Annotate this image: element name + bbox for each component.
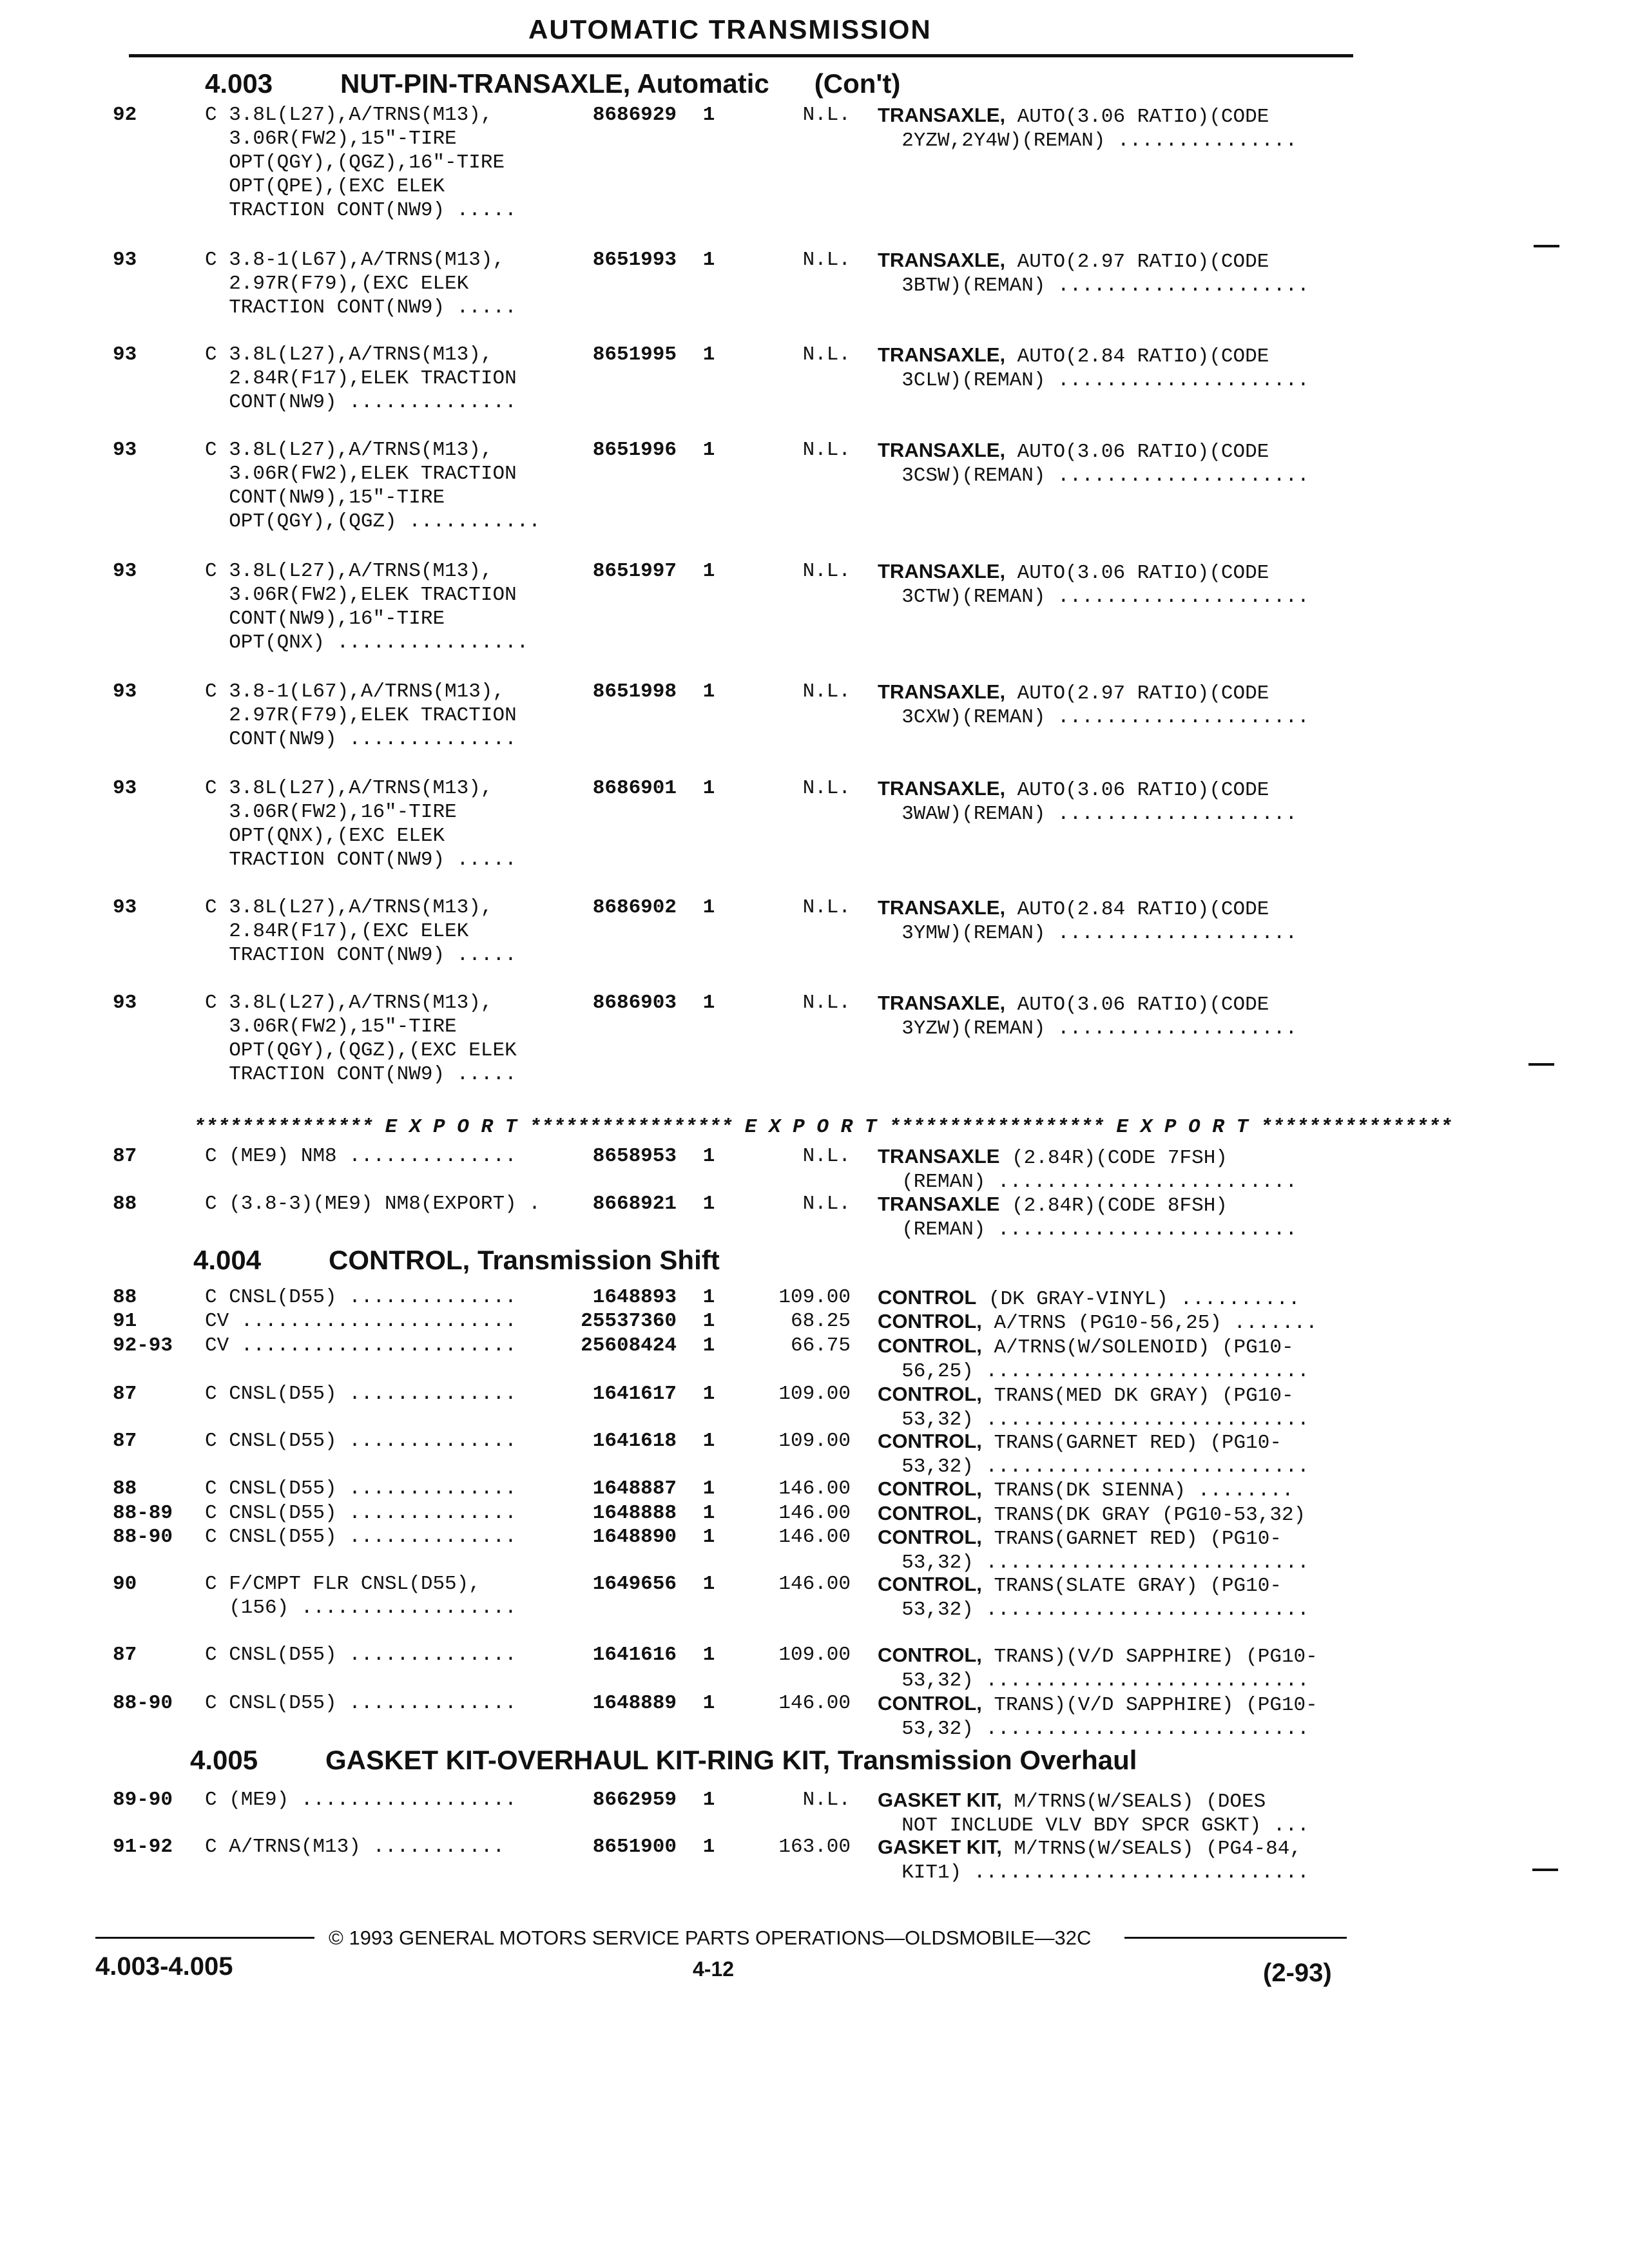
application-description: C 3.8L(L27),A/TRNS(M13), 2.84R(F17),ELEK TRACTION CONT(NW9) ..............	[205, 343, 517, 414]
part-name	[878, 1572, 1348, 1622]
part-name	[878, 896, 1348, 945]
application-description: C CNSL(D55) ..............	[205, 1526, 517, 1548]
part-name-keyword: CONTROL,	[878, 1310, 982, 1332]
part-name-detail: AUTO(2.97 RATIO)(CODE 3CXW)(REMAN) .....................	[901, 682, 1309, 729]
part-number: 8651993	[592, 249, 677, 271]
section-number: 4.005	[190, 1745, 258, 1775]
price: 66.75	[790, 1334, 851, 1357]
footer-rule-left	[95, 1937, 314, 1939]
section-number: 4.003	[205, 68, 273, 99]
part-name-keyword: CONTROL,	[878, 1526, 982, 1548]
part-name-detail: M/TRNS(W/SEALS) (DOES NOT INCLUDE VLV BDY SPCR GSKT) ...	[901, 1791, 1309, 1837]
price: 146.00	[778, 1692, 851, 1715]
part-name-detail: TRANS(DK GRAY (PG10-53,32)	[981, 1504, 1306, 1526]
quantity: 1	[702, 1430, 715, 1452]
price: 109.00	[778, 1430, 851, 1452]
part-name-detail: (2.84R)(CODE 8FSH) (REMAN) .........................	[901, 1195, 1298, 1241]
quantity: 1	[702, 104, 715, 126]
part-name-keyword: TRANSAXLE	[878, 1145, 1000, 1168]
price: N.L.	[802, 1789, 851, 1811]
part-number: 1648890	[592, 1526, 677, 1548]
application-description: CV .......................	[205, 1334, 517, 1357]
part-name	[878, 1477, 1348, 1503]
price: N.L.	[802, 439, 851, 461]
quantity: 1	[702, 1644, 715, 1666]
application-description: C CNSL(D55) ..............	[205, 1644, 517, 1666]
application-description: C (ME9) ..................	[205, 1789, 517, 1811]
part-number: 1648889	[592, 1692, 677, 1715]
quantity: 1	[702, 1573, 715, 1595]
footer-rule-right	[1124, 1937, 1347, 1939]
price: 146.00	[778, 1502, 851, 1524]
part-name-keyword: TRANSAXLE,	[878, 680, 1006, 703]
part-name-keyword: TRANSAXLE,	[878, 104, 1006, 126]
part-name	[878, 248, 1348, 298]
part-name	[878, 1285, 1348, 1311]
part-number: 8662959	[592, 1789, 677, 1811]
part-number: 8686902	[592, 896, 677, 919]
quantity: 1	[702, 777, 715, 800]
footer-page-number: 4-12	[693, 1957, 735, 1981]
part-name-keyword: TRANSAXLE,	[878, 896, 1006, 919]
price: N.L.	[802, 680, 851, 703]
part-name-detail: AUTO(2.84 RATIO)(CODE 3YMW)(REMAN) ....................	[901, 898, 1298, 945]
figure-number: 93	[113, 343, 137, 366]
section-number: 4.004	[193, 1245, 262, 1275]
footer-date: (2-93)	[1263, 1959, 1332, 1987]
part-name-detail: (DK GRAY-VINYL) ..........	[976, 1288, 1300, 1311]
application-description: C (ME9) NM8 ..............	[205, 1145, 517, 1168]
price: 109.00	[778, 1286, 851, 1309]
part-name-keyword: CONTROL,	[878, 1477, 982, 1500]
part-name	[878, 1691, 1348, 1741]
part-name	[878, 680, 1348, 729]
application-description: C 3.8L(L27),A/TRNS(M13), 3.06R(FW2),16"-TIRE OPT(QNX),(EXC ELEK TRACTION CONT(NW9) .....	[205, 777, 517, 871]
part-name-detail: AUTO(3.06 RATIO)(CODE 3WAW)(REMAN) ....................	[901, 779, 1298, 825]
part-number: 8686901	[592, 777, 677, 800]
figure-number: 93	[113, 439, 137, 461]
quantity: 1	[702, 1477, 715, 1500]
part-name-keyword: TRANSAXLE,	[878, 439, 1006, 461]
figure-number: 88	[113, 1286, 137, 1309]
quantity: 1	[702, 680, 715, 703]
part-name-keyword: TRANSAXLE	[878, 1193, 1000, 1215]
part-name-keyword: TRANSAXLE,	[878, 249, 1006, 271]
application-description: C 3.8L(L27),A/TRNS(M13), 3.06R(FW2),ELEK TRACTION CONT(NW9),16"-TIRE OPT(QNX) ................	[205, 560, 529, 654]
figure-number: 88	[113, 1477, 137, 1500]
quantity: 1	[702, 1383, 715, 1405]
part-number: 1641618	[592, 1430, 677, 1452]
part-name-keyword: CONTROL,	[878, 1430, 982, 1452]
figure-number: 93	[113, 896, 137, 919]
figure-number: 89-90	[113, 1789, 173, 1811]
section-title: GASKET KIT-OVERHAUL KIT-RING KIT, Transmission Overhaul	[325, 1745, 1137, 1775]
page-header-title: AUTOMATIC TRANSMISSION	[528, 14, 932, 44]
quantity: 1	[702, 1286, 715, 1309]
margin-tick	[1534, 245, 1559, 247]
part-number: 8651996	[592, 439, 677, 461]
quantity: 1	[702, 560, 715, 582]
part-number: 8668921	[592, 1193, 677, 1215]
section-continued: (Con't)	[814, 68, 901, 99]
quantity: 1	[702, 1836, 715, 1858]
application-description: C 3.8-1(L67),A/TRNS(M13), 2.97R(F79),ELEK TRACTION CONT(NW9) ..............	[205, 680, 517, 751]
price: 146.00	[778, 1526, 851, 1548]
quantity: 1	[702, 1502, 715, 1524]
part-name	[878, 103, 1348, 153]
header-rule	[129, 54, 1353, 57]
application-description: C CNSL(D55) ..............	[205, 1286, 517, 1309]
figure-number: 93	[113, 249, 137, 271]
quantity: 1	[702, 896, 715, 919]
part-name-keyword: CONTROL,	[878, 1334, 982, 1357]
part-number: 8651995	[592, 343, 677, 366]
part-name-detail: AUTO(3.06 RATIO)(CODE 3CSW)(REMAN) .....................	[901, 441, 1309, 487]
price: 109.00	[778, 1644, 851, 1666]
application-description: C 3.8-1(L67),A/TRNS(M13), 2.97R(F79),(EXC ELEK TRACTION CONT(NW9) .....	[205, 249, 517, 319]
part-name-detail: TRANS(SLATE GRAY) (PG10- 53,32) ...........................	[901, 1575, 1309, 1621]
part-name-detail: AUTO(2.84 RATIO)(CODE 3CLW)(REMAN) .....................	[901, 345, 1309, 392]
margin-tick	[1528, 1063, 1554, 1066]
figure-number: 90	[113, 1573, 137, 1595]
footer-copyright: © 1993 GENERAL MOTORS SERVICE PARTS OPERATIONS—OLDSMOBILE—32C	[329, 1927, 1092, 1949]
figure-number: 93	[113, 560, 137, 582]
price: 109.00	[778, 1383, 851, 1405]
footer-section-range: 4.003-4.005	[95, 1952, 233, 1981]
price: N.L.	[802, 249, 851, 271]
figure-number: 93	[113, 992, 137, 1014]
price: 163.00	[778, 1836, 851, 1858]
application-description: C 3.8L(L27),A/TRNS(M13), 3.06R(FW2),15"-TIRE OPT(QGY),(QGZ),(EXC ELEK TRACTION CONT(NW9) .....	[205, 992, 517, 1086]
price: N.L.	[802, 777, 851, 800]
application-description: C CNSL(D55) ..............	[205, 1383, 517, 1405]
part-name-keyword: CONTROL,	[878, 1692, 982, 1715]
part-name-detail: TRANS(MED DK GRAY) (PG10- 53,32) ...........................	[901, 1385, 1309, 1431]
application-description: C F/CMPT FLR CNSL(D55), (156) ..................	[205, 1573, 517, 1619]
part-name-keyword: TRANSAXLE,	[878, 560, 1006, 582]
price: N.L.	[802, 343, 851, 366]
figure-number: 87	[113, 1430, 137, 1452]
export-divider: *************** E X P O R T ***************** E X P O R T ****************** E X P O R T ****************	[193, 1116, 1452, 1139]
quantity: 1	[702, 992, 715, 1014]
application-description: C CNSL(D55) ..............	[205, 1477, 517, 1500]
part-number: 8651900	[592, 1836, 677, 1858]
section-heading-4004	[193, 1245, 720, 1276]
part-name-keyword: CONTROL,	[878, 1383, 982, 1405]
part-number: 1641616	[592, 1644, 677, 1666]
price: 146.00	[778, 1477, 851, 1500]
part-name-detail: AUTO(2.97 RATIO)(CODE 3BTW)(REMAN) .....................	[901, 251, 1309, 297]
part-name-detail: TRANS)(V/D SAPPHIRE) (PG10- 53,32) ...........................	[901, 1646, 1318, 1692]
application-description: C CNSL(D55) ..............	[205, 1430, 517, 1452]
part-name	[878, 776, 1348, 826]
part-number: 8686903	[592, 992, 677, 1014]
part-name-detail: M/TRNS(W/SEALS) (PG4-84, KIT1) ............................	[901, 1838, 1309, 1884]
application-description: C A/TRNS(M13) ...........	[205, 1836, 505, 1858]
figure-number: 92-93	[113, 1334, 173, 1357]
part-name-detail: AUTO(3.06 RATIO)(CODE 3CTW)(REMAN) .....................	[901, 562, 1309, 608]
section-title: NUT-PIN-TRANSAXLE, Automatic	[340, 68, 769, 99]
part-number: 8651997	[592, 560, 677, 582]
part-name-detail: A/TRNS(W/SOLENOID) (PG10- 56,25) ...........................	[901, 1336, 1309, 1383]
quantity: 1	[702, 1310, 715, 1332]
part-number: 8686929	[592, 104, 677, 126]
part-number: 1648887	[592, 1477, 677, 1500]
application-description: C (3.8-3)(ME9) NM8(EXPORT) .	[205, 1193, 541, 1215]
application-description: C 3.8L(L27),A/TRNS(M13), 2.84R(F17),(EXC ELEK TRACTION CONT(NW9) .....	[205, 896, 517, 966]
part-name	[878, 1334, 1348, 1383]
part-name	[878, 1643, 1348, 1693]
part-name	[878, 1429, 1348, 1479]
part-name-detail: A/TRNS (PG10-56,25) .......	[981, 1312, 1318, 1334]
application-description: C 3.8L(L27),A/TRNS(M13), 3.06R(FW2),15"-TIRE OPT(QGY),(QGZ),16"-TIRE OPT(QPE),(EXC ELEK TRACTION CONT(NW9) .....	[205, 104, 517, 222]
part-name-keyword: CONTROL,	[878, 1502, 982, 1524]
part-name	[878, 1144, 1348, 1194]
part-name-detail: TRANS(GARNET RED) (PG10- 53,32) ...........................	[901, 1432, 1309, 1478]
part-name-keyword: TRANSAXLE,	[878, 992, 1006, 1014]
quantity: 1	[702, 249, 715, 271]
price: N.L.	[802, 1193, 851, 1215]
part-name	[878, 1788, 1348, 1838]
part-name-detail: AUTO(3.06 RATIO)(CODE 2YZW,2Y4W)(REMAN) ...............	[901, 106, 1298, 152]
part-name-keyword: GASKET KIT,	[878, 1836, 1002, 1858]
part-name	[878, 1192, 1348, 1242]
figure-number: 88-90	[113, 1692, 173, 1715]
part-name	[878, 438, 1348, 488]
figure-number: 93	[113, 680, 137, 703]
part-number: 1648893	[592, 1286, 677, 1309]
part-name	[878, 1309, 1348, 1335]
part-name	[878, 343, 1348, 392]
part-name	[878, 991, 1348, 1041]
part-number: 25608424	[581, 1334, 677, 1357]
application-description: C CNSL(D55) ..............	[205, 1692, 517, 1715]
figure-number: 92	[113, 104, 137, 126]
part-name-keyword: CONTROL,	[878, 1573, 982, 1595]
figure-number: 88-89	[113, 1502, 173, 1524]
application-description: CV .......................	[205, 1310, 517, 1332]
quantity: 1	[702, 1526, 715, 1548]
price: 146.00	[778, 1573, 851, 1595]
quantity: 1	[702, 1789, 715, 1811]
part-name	[878, 1382, 1348, 1432]
figure-number: 87	[113, 1145, 137, 1168]
figure-number: 93	[113, 777, 137, 800]
part-number: 1649656	[592, 1573, 677, 1595]
part-name	[878, 1835, 1348, 1885]
price: N.L.	[802, 560, 851, 582]
quantity: 1	[702, 1145, 715, 1168]
part-name	[878, 1501, 1348, 1527]
quantity: 1	[702, 1193, 715, 1215]
figure-number: 88-90	[113, 1526, 173, 1548]
quantity: 1	[702, 1692, 715, 1715]
quantity: 1	[702, 343, 715, 366]
price: N.L.	[802, 992, 851, 1014]
part-number: 8651998	[592, 680, 677, 703]
section-heading-4003	[205, 68, 900, 99]
figure-number: 88	[113, 1193, 137, 1215]
part-name-detail: TRANS(GARNET RED) (PG10- 53,32) ...........................	[901, 1528, 1309, 1574]
margin-tick	[1532, 1869, 1558, 1871]
part-number: 8658953	[592, 1145, 677, 1168]
part-name-keyword: GASKET KIT,	[878, 1789, 1002, 1811]
part-name	[878, 1525, 1348, 1575]
price: N.L.	[802, 1145, 851, 1168]
part-number: 1648888	[592, 1502, 677, 1524]
section-title: CONTROL, Transmission Shift	[329, 1245, 720, 1275]
part-name-keyword: CONTROL	[878, 1286, 977, 1309]
figure-number: 87	[113, 1644, 137, 1666]
part-name	[878, 559, 1348, 609]
figure-number: 87	[113, 1383, 137, 1405]
quantity: 1	[702, 1334, 715, 1357]
price: 68.25	[790, 1310, 851, 1332]
part-name-detail: AUTO(3.06 RATIO)(CODE 3YZW)(REMAN) ....................	[901, 994, 1298, 1040]
part-number: 1641617	[592, 1383, 677, 1405]
part-name-keyword: TRANSAXLE,	[878, 343, 1006, 366]
part-number: 25537360	[581, 1310, 677, 1332]
part-name-detail: (2.84R)(CODE 7FSH) (REMAN) .........................	[901, 1147, 1298, 1193]
section-heading-4005	[190, 1745, 1137, 1776]
figure-number: 91-92	[113, 1836, 173, 1858]
application-description: C CNSL(D55) ..............	[205, 1502, 517, 1524]
part-name-keyword: CONTROL,	[878, 1644, 982, 1666]
part-name-keyword: TRANSAXLE,	[878, 777, 1006, 800]
application-description: C 3.8L(L27),A/TRNS(M13), 3.06R(FW2),ELEK TRACTION CONT(NW9),15"-TIRE OPT(QGY),(QGZ) ...........	[205, 439, 541, 533]
part-name-detail: TRANS)(V/D SAPPHIRE) (PG10- 53,32) ...........................	[901, 1694, 1318, 1740]
price: N.L.	[802, 896, 851, 919]
quantity: 1	[702, 439, 715, 461]
part-name-detail: TRANS(DK SIENNA) ........	[981, 1479, 1294, 1502]
figure-number: 91	[113, 1310, 137, 1332]
price: N.L.	[802, 104, 851, 126]
